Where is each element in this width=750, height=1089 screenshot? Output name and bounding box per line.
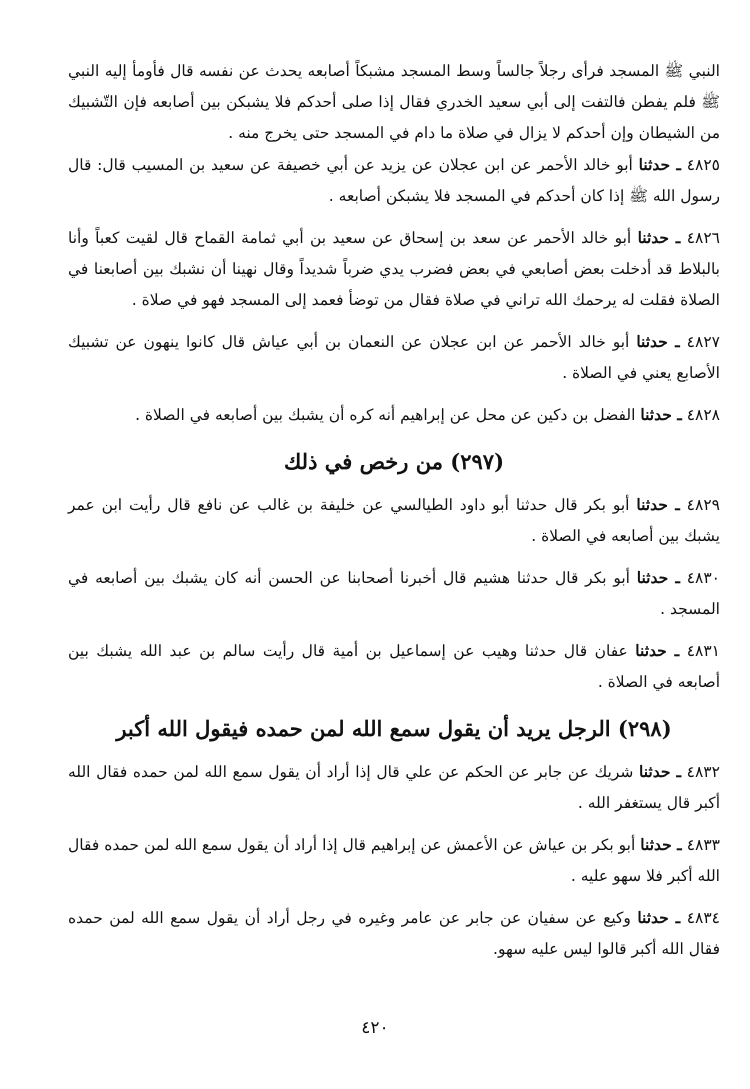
- hadith-number: ٤٨٢٧: [686, 333, 720, 351]
- hadith-lead: ـ حدثنا: [636, 495, 680, 514]
- intro-paragraph: [68, 56, 720, 149]
- hadith-lead: ـ حدثنا: [636, 332, 680, 351]
- hadith-number: ٤٨٢٩: [686, 496, 720, 514]
- section-title-298: (٢٩٨) الرجل يريد أن يقول سمع الله لمن حمده فيقول الله أكبر: [116, 716, 672, 741]
- hadith-4830: [68, 562, 720, 625]
- hadith-group-1: [68, 149, 720, 431]
- hadith-4827: [68, 326, 720, 389]
- hadith-4829: [68, 489, 720, 552]
- hadith-4833: [68, 829, 720, 892]
- book-page: [68, 56, 720, 965]
- hadith-4834: [68, 902, 720, 965]
- hadith-text: وكيع عن سفيان عن جابر عن عامر وغيره في رجل أراد أن يقول سمع الله لمن حمده فقال الله أكبر قالوا ليس عليه سهو.: [68, 909, 720, 958]
- hadith-lead: ـ حدثنا: [635, 641, 680, 660]
- hadith-lead: ـ حدثنا: [637, 228, 681, 247]
- hadith-number: ٤٨٢٦: [686, 229, 721, 247]
- hadith-text: شريك عن جابر عن الحكم عن علي قال إذا أراد أن يقول سمع الله لمن حمده فقال الله أكبر قال يستغفر الله .: [68, 763, 720, 812]
- hadith-text: عفان قال حدثنا وهيب عن إسماعيل بن أمية قال رأيت سالم بن عبد الله يشبك بين أصابعه في الصلاة .: [68, 642, 720, 691]
- hadith-lead: ـ حدثنا: [639, 762, 682, 781]
- hadith-number: ٤٨٣٤: [686, 909, 720, 927]
- page-number: ٤٢٠: [361, 1018, 389, 1038]
- hadith-text: أبو خالد الأحمر عن ابن عجلان عن يزيد عن أبي خصيفة عن سعيد بن المسيب قال: قال رسول الله ﷺ إذا كان أحدكم في المسجد فلا يشبكن أصابعه .: [68, 156, 720, 205]
- hadith-lead: ـ حدثنا: [637, 908, 681, 927]
- hadith-4831: [68, 635, 720, 698]
- hadith-lead: ـ حدثنا: [640, 835, 682, 854]
- hadith-4828: [68, 399, 720, 431]
- hadith-number: ٤٨٣١: [686, 642, 721, 660]
- hadith-text: أبو بكر قال حدثنا أبو داود الطيالسي عن خليفة بن غالب عن نافع قال رأيت ابن عمر يشبك بين أصابعه في الصلاة .: [68, 496, 720, 545]
- hadith-group-298: [68, 756, 720, 965]
- hadith-4832: [68, 756, 720, 819]
- hadith-text: أبو بكر قال حدثنا هشيم قال أخبرنا أصحابنا عن الحسن أنه كان يشبك بين أصابعه في المسجد .: [68, 569, 720, 618]
- hadith-number: ٤٨٢٨: [686, 406, 720, 424]
- hadith-lead: ـ حدثنا: [636, 568, 680, 587]
- hadith-4826: [68, 222, 720, 316]
- hadith-lead: ـ حدثنا: [638, 155, 681, 174]
- hadith-text: أبو بكر بن عياش عن الأعمش عن إبراهيم قال إذا أراد أن يقول سمع الله لمن حمده فقال الله أكبر فلا سهو عليه .: [68, 836, 720, 885]
- hadith-number: ٤٨٣٠: [686, 569, 720, 587]
- intro-text: النبي ﷺ المسجد فرأى رجلاً جالساً وسط المسجد مشبكاً أصابعه يحدث عن نفسه قال فأومأ إليه النبي ﷺ فلم يفطن فالتفت إلى أبي سعيد الخدري فقال إذا صلى أحدكم فلا يشبكن بين أصابعه فإن التّشبيك من الشيطان وإن أحدكم لا يزال في صلاة ما دام في المسجد حتى يخرج منه .: [68, 62, 720, 142]
- hadith-4825: [68, 149, 720, 212]
- hadith-number: ٤٨٣٢: [686, 763, 720, 781]
- hadith-group-297: [68, 489, 720, 698]
- section-title-297: (٢٩٧) من رخص في ذلك: [283, 449, 505, 474]
- hadith-number: ٤٨٣٣: [686, 836, 721, 854]
- hadith-text: أبو خالد الأحمر عن ابن عجلان عن النعمان بن أبي عياش قال كانوا ينهون عن تشبيك الأصابع يعني في الصلاة .: [68, 333, 720, 382]
- hadith-text: أبو خالد الأحمر عن سعد بن إسحاق عن سعيد بن أبي ثمامة القماح قال لقيت كعباً وأنا بالبلاط قد أدخلت بعض أصابعي في بعض فضرب يدي ضرباً شديداً وقال نهينا أن نشبك بين أصابعنا في الصلاة فقلت له يرحمك الله تراني في صلاة فقال من توضأ فعمد إلى المسجد فهو في صلاة .: [68, 229, 720, 309]
- hadith-lead: ـ حدثنا: [640, 405, 682, 424]
- hadith-text: الفضل بن دكين عن محل عن إبراهيم أنه كره أن يشبك بين أصابعه في الصلاة .: [135, 406, 636, 424]
- hadith-number: ٤٨٢٥: [686, 156, 721, 174]
